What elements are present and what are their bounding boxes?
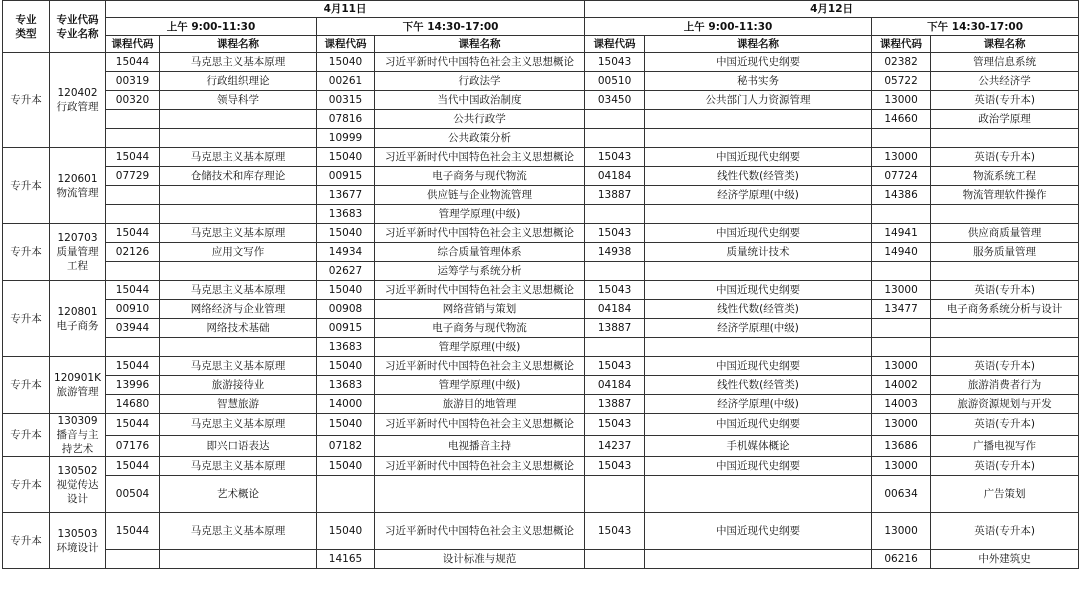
day1-pm-code-cell: 00915 [317, 319, 375, 338]
day1-pm-code-cell: 13683 [317, 205, 375, 224]
day1-pm-code-cell: 14934 [317, 243, 375, 262]
day1-pm-name-cell: 习近平新时代中国特色社会主义思想概论 [375, 53, 585, 72]
day2-header: 4月12日 [585, 1, 1079, 18]
day1-pm-name-cell: 供应链与企业物流管理 [375, 186, 585, 205]
table-row [3, 110, 1079, 129]
day1-am-name-cell [160, 110, 317, 129]
table-row [3, 243, 1079, 262]
day1-pm-code-cell: 00915 [317, 167, 375, 186]
day1-am-code-cell [106, 186, 160, 205]
table-row [3, 186, 1079, 205]
major-type-cell: 专升本 [3, 513, 50, 569]
table-row [3, 262, 1079, 281]
day1-am-name-cell: 网络经济与企业管理 [160, 300, 317, 319]
major-code-name-cell: 120601 物流管理 [50, 148, 106, 224]
day1-header: 4月11日 [106, 1, 585, 18]
day2-am-name-cell: 线性代数(经管类) [645, 376, 872, 395]
day2-pm-code-cell: 14941 [872, 224, 931, 243]
day1-pm-code-cell: 15040 [317, 457, 375, 476]
day1-am-name-cell [160, 186, 317, 205]
day1-pm-code-cell: 13683 [317, 338, 375, 357]
major-code-name-cell: 130502 视觉传达 设计 [50, 457, 106, 513]
day2-am-name-cell: 质量统计技术 [645, 243, 872, 262]
day2-pm-name-cell: 中外建筑史 [931, 550, 1079, 569]
day1-pm-name-cell: 网络营销与策划 [375, 300, 585, 319]
day1-pm-code-cell: 15040 [317, 224, 375, 243]
day1-pm-name-cell [375, 476, 585, 513]
day2-am-name-cell: 线性代数(经管类) [645, 167, 872, 186]
table-row [3, 72, 1079, 91]
day1-pm-header: 下午 14:30-17:00 [317, 18, 585, 36]
day2-am-code-cell: 14938 [585, 243, 645, 262]
day2-pm-name-cell: 物流系统工程 [931, 167, 1079, 186]
day1-am-name-cell [160, 550, 317, 569]
day2-pm-name-cell: 服务质量管理 [931, 243, 1079, 262]
day2-pm-name-cell: 物流管理软件操作 [931, 186, 1079, 205]
day2-am-name-cell: 经济学原理(中级) [645, 319, 872, 338]
day2-am-code-cell [585, 338, 645, 357]
day2-am-name-cell: 秘书实务 [645, 72, 872, 91]
day2-am-name-cell [645, 262, 872, 281]
day2-pm-code-cell: 13477 [872, 300, 931, 319]
day2-pm-code-cell: 13000 [872, 281, 931, 300]
day1-pm-name-cell: 习近平新时代中国特色社会主义思想概论 [375, 414, 585, 436]
day1-pm-name-cell: 电视播音主持 [375, 435, 585, 457]
day2-pm-code-cell: 13000 [872, 148, 931, 167]
day2-pm-name-cell: 英语(专升本) [931, 357, 1079, 376]
day2-pm-name-cell [931, 338, 1079, 357]
day1-pm-name-cell: 习近平新时代中国特色社会主义思想概论 [375, 457, 585, 476]
day1-pm-name-cell: 当代中国政治制度 [375, 91, 585, 110]
day1-pm-name-cell: 习近平新时代中国特色社会主义思想概论 [375, 148, 585, 167]
table-row [3, 376, 1079, 395]
major-code-name-header: 专业代码 专业名称 [50, 1, 106, 53]
day1-am-name-cell: 马克思主义基本原理 [160, 513, 317, 550]
day2-pm-code-cell: 13000 [872, 357, 931, 376]
day1-pm-name-cell: 习近平新时代中国特色社会主义思想概论 [375, 281, 585, 300]
day1-pm-name-cell: 综合质量管理体系 [375, 243, 585, 262]
day1-pm-code-cell: 15040 [317, 513, 375, 550]
day2-am-name-cell [645, 110, 872, 129]
day1-pm-name-cell: 电子商务与现代物流 [375, 319, 585, 338]
day2-am-name-cell [645, 338, 872, 357]
day1-am-code-cell: 00320 [106, 91, 160, 110]
day1-am-code-cell: 15044 [106, 457, 160, 476]
major-type-cell: 专升本 [3, 148, 50, 224]
day1-am-code-cell [106, 262, 160, 281]
day1-pm-code-cell: 10999 [317, 129, 375, 148]
table-row [3, 550, 1079, 569]
table-row [3, 281, 1079, 300]
day1-pm-name-cell: 电子商务与现代物流 [375, 167, 585, 186]
day1-am-name-cell [160, 129, 317, 148]
day1-pm-name-cell: 行政法学 [375, 72, 585, 91]
course-code-header: 课程代码 [872, 36, 931, 53]
day2-am-name-cell [645, 476, 872, 513]
day1-am-name-cell: 网络技术基础 [160, 319, 317, 338]
day1-pm-name-cell: 公共行政学 [375, 110, 585, 129]
major-type-cell: 专升本 [3, 224, 50, 281]
day2-pm-name-cell: 英语(专升本) [931, 281, 1079, 300]
day2-am-code-cell [585, 262, 645, 281]
major-code-name-cell: 120801 电子商务 [50, 281, 106, 357]
day1-pm-code-cell: 15040 [317, 53, 375, 72]
day2-pm-code-cell: 07724 [872, 167, 931, 186]
day1-am-name-cell: 旅游接待业 [160, 376, 317, 395]
day1-pm-code-cell: 14000 [317, 395, 375, 414]
day2-pm-name-cell: 旅游资源规划与开发 [931, 395, 1079, 414]
day1-am-name-cell: 马克思主义基本原理 [160, 414, 317, 436]
course-name-header: 课程名称 [375, 36, 585, 53]
day2-pm-code-cell [872, 338, 931, 357]
day2-am-name-cell: 中国近现代史纲要 [645, 457, 872, 476]
day2-am-name-cell: 手机媒体概论 [645, 435, 872, 457]
day1-am-code-cell: 00504 [106, 476, 160, 513]
day2-pm-name-cell: 广播电视写作 [931, 435, 1079, 457]
course-code-header: 课程代码 [106, 36, 160, 53]
day2-pm-name-cell: 英语(专升本) [931, 414, 1079, 436]
table-row [3, 414, 1079, 436]
day1-am-name-cell: 马克思主义基本原理 [160, 457, 317, 476]
day2-am-code-cell: 13887 [585, 395, 645, 414]
day1-am-code-cell [106, 550, 160, 569]
day2-am-code-cell: 15043 [585, 281, 645, 300]
table-row [3, 224, 1079, 243]
day1-pm-code-cell: 13683 [317, 376, 375, 395]
day2-am-code-cell [585, 476, 645, 513]
day1-am-code-cell: 15044 [106, 357, 160, 376]
day1-am-name-cell: 行政组织理论 [160, 72, 317, 91]
table-row [3, 300, 1079, 319]
course-code-header: 课程代码 [317, 36, 375, 53]
day2-pm-name-cell: 电子商务系统分析与设计 [931, 300, 1079, 319]
day2-am-name-cell: 中国近现代史纲要 [645, 357, 872, 376]
major-code-name-cell: 130503 环境设计 [50, 513, 106, 569]
day2-pm-code-cell: 13686 [872, 435, 931, 457]
day2-am-code-cell: 04184 [585, 300, 645, 319]
day1-am-code-cell: 14680 [106, 395, 160, 414]
day1-am-name-cell: 即兴口语表达 [160, 435, 317, 457]
day2-pm-code-cell: 14386 [872, 186, 931, 205]
day2-pm-name-cell [931, 262, 1079, 281]
day1-pm-code-cell: 00261 [317, 72, 375, 91]
day1-am-code-cell: 00910 [106, 300, 160, 319]
table-row [3, 148, 1079, 167]
day2-am-code-cell: 13887 [585, 319, 645, 338]
day2-pm-code-cell: 13000 [872, 414, 931, 436]
day1-pm-name-cell: 管理学原理(中级) [375, 338, 585, 357]
table-row [3, 129, 1079, 148]
day1-pm-name-cell: 设计标准与规范 [375, 550, 585, 569]
day1-am-code-cell: 15044 [106, 281, 160, 300]
day1-am-code-cell: 15044 [106, 224, 160, 243]
day2-pm-name-cell: 公共经济学 [931, 72, 1079, 91]
day1-am-header: 上午 9:00-11:30 [106, 18, 317, 36]
day1-pm-name-cell: 习近平新时代中国特色社会主义思想概论 [375, 513, 585, 550]
table-row [3, 53, 1079, 72]
day2-pm-code-cell: 14003 [872, 395, 931, 414]
day2-am-code-cell: 03450 [585, 91, 645, 110]
table-row [3, 476, 1079, 513]
day2-pm-name-cell: 管理信息系统 [931, 53, 1079, 72]
day1-am-code-cell [106, 205, 160, 224]
day2-pm-name-cell: 英语(专升本) [931, 513, 1079, 550]
table-row [3, 435, 1079, 457]
day1-am-code-cell [106, 110, 160, 129]
day1-pm-name-cell: 习近平新时代中国特色社会主义思想概论 [375, 357, 585, 376]
day2-am-name-cell [645, 129, 872, 148]
day2-pm-code-cell [872, 262, 931, 281]
day1-pm-name-cell: 旅游目的地管理 [375, 395, 585, 414]
day1-pm-code-cell: 13677 [317, 186, 375, 205]
day1-pm-code-cell: 07182 [317, 435, 375, 457]
day2-am-code-cell: 15043 [585, 414, 645, 436]
day1-am-code-cell: 07176 [106, 435, 160, 457]
major-type-cell: 专升本 [3, 414, 50, 457]
day1-am-code-cell: 15044 [106, 53, 160, 72]
major-type-header: 专业 类型 [3, 1, 50, 53]
day2-pm-code-cell: 06216 [872, 550, 931, 569]
day2-pm-header: 下午 14:30-17:00 [872, 18, 1079, 36]
major-code-name-cell: 120703 质量管理 工程 [50, 224, 106, 281]
day1-pm-name-cell: 习近平新时代中国特色社会主义思想概论 [375, 224, 585, 243]
day2-am-name-cell: 中国近现代史纲要 [645, 414, 872, 436]
day1-pm-code-cell: 07816 [317, 110, 375, 129]
table-body [3, 53, 1079, 569]
table-row [3, 91, 1079, 110]
day2-am-name-cell: 经济学原理(中级) [645, 186, 872, 205]
day2-pm-code-cell [872, 205, 931, 224]
day2-am-code-cell [585, 550, 645, 569]
day2-am-code-cell: 15043 [585, 53, 645, 72]
day1-pm-code-cell: 15040 [317, 148, 375, 167]
table-row [3, 167, 1079, 186]
day2-pm-name-cell: 英语(专升本) [931, 148, 1079, 167]
day1-am-code-cell [106, 338, 160, 357]
table-row [3, 357, 1079, 376]
course-name-header: 课程名称 [160, 36, 317, 53]
course-name-header: 课程名称 [931, 36, 1079, 53]
major-type-cell: 专升本 [3, 281, 50, 357]
major-type-cell: 专升本 [3, 457, 50, 513]
course-name-header: 课程名称 [645, 36, 872, 53]
table-row [3, 513, 1079, 550]
day2-am-name-cell [645, 205, 872, 224]
day1-pm-name-cell: 管理学原理(中级) [375, 376, 585, 395]
day2-am-name-cell: 中国近现代史纲要 [645, 53, 872, 72]
day2-pm-name-cell [931, 319, 1079, 338]
day2-am-name-cell: 中国近现代史纲要 [645, 224, 872, 243]
day1-am-name-cell: 马克思主义基本原理 [160, 224, 317, 243]
day1-pm-name-cell: 运筹学与系统分析 [375, 262, 585, 281]
day2-pm-code-cell: 13000 [872, 513, 931, 550]
day2-am-name-cell: 公共部门人力资源管理 [645, 91, 872, 110]
day2-am-code-cell [585, 129, 645, 148]
major-type-cell: 专升本 [3, 357, 50, 414]
day1-pm-code-cell: 15040 [317, 281, 375, 300]
day1-pm-code-cell: 02627 [317, 262, 375, 281]
schedule-wrapper [2, 0, 1079, 569]
day2-pm-name-cell: 旅游消费者行为 [931, 376, 1079, 395]
day2-am-code-cell: 15043 [585, 457, 645, 476]
table-row [3, 395, 1079, 414]
day2-pm-code-cell: 13000 [872, 457, 931, 476]
day2-pm-code-cell [872, 319, 931, 338]
day1-am-name-cell [160, 205, 317, 224]
day2-am-name-cell: 线性代数(经管类) [645, 300, 872, 319]
day2-am-code-cell: 04184 [585, 376, 645, 395]
day1-am-name-cell: 马克思主义基本原理 [160, 148, 317, 167]
day1-am-name-cell: 领导科学 [160, 91, 317, 110]
day1-am-name-cell: 仓储技术和库存理论 [160, 167, 317, 186]
day2-am-name-cell: 中国近现代史纲要 [645, 281, 872, 300]
day1-am-code-cell: 15044 [106, 414, 160, 436]
exam-schedule-table [2, 0, 1079, 569]
day1-am-name-cell [160, 338, 317, 357]
day2-pm-code-cell: 05722 [872, 72, 931, 91]
day1-am-code-cell: 13996 [106, 376, 160, 395]
major-code-name-cell: 120402 行政管理 [50, 53, 106, 148]
course-code-header: 课程代码 [585, 36, 645, 53]
major-code-name-cell: 130309 播音与主 持艺术 [50, 414, 106, 457]
day1-pm-code-cell [317, 476, 375, 513]
day2-am-code-cell [585, 205, 645, 224]
day2-am-code-cell: 15043 [585, 148, 645, 167]
table-row [3, 338, 1079, 357]
day2-pm-name-cell: 政治学原理 [931, 110, 1079, 129]
day2-am-code-cell: 14237 [585, 435, 645, 457]
day2-pm-code-cell: 13000 [872, 91, 931, 110]
day2-am-code-cell: 15043 [585, 513, 645, 550]
day2-am-header: 上午 9:00-11:30 [585, 18, 872, 36]
day1-am-name-cell: 马克思主义基本原理 [160, 53, 317, 72]
table-row [3, 457, 1079, 476]
day2-pm-name-cell: 英语(专升本) [931, 91, 1079, 110]
day1-am-code-cell: 02126 [106, 243, 160, 262]
day2-pm-code-cell: 00634 [872, 476, 931, 513]
day1-pm-name-cell: 管理学原理(中级) [375, 205, 585, 224]
major-type-cell: 专升本 [3, 53, 50, 148]
table-row [3, 319, 1079, 338]
day1-am-name-cell [160, 262, 317, 281]
day2-am-code-cell: 13887 [585, 186, 645, 205]
day2-pm-name-cell: 供应商质量管理 [931, 224, 1079, 243]
day2-am-code-cell [585, 110, 645, 129]
day1-am-code-cell: 07729 [106, 167, 160, 186]
day1-pm-code-cell: 00908 [317, 300, 375, 319]
day2-am-name-cell: 中国近现代史纲要 [645, 148, 872, 167]
day1-am-name-cell: 艺术概论 [160, 476, 317, 513]
day2-pm-name-cell [931, 205, 1079, 224]
day1-am-name-cell: 应用文写作 [160, 243, 317, 262]
day2-am-code-cell: 15043 [585, 224, 645, 243]
day2-pm-code-cell: 14002 [872, 376, 931, 395]
day2-am-code-cell: 00510 [585, 72, 645, 91]
day1-am-code-cell: 15044 [106, 148, 160, 167]
day1-am-name-cell: 马克思主义基本原理 [160, 357, 317, 376]
day1-pm-code-cell: 15040 [317, 414, 375, 436]
day1-pm-code-cell: 00315 [317, 91, 375, 110]
day2-am-code-cell: 04184 [585, 167, 645, 186]
day2-pm-code-cell: 14660 [872, 110, 931, 129]
table-header [3, 1, 1079, 53]
day2-pm-code-cell [872, 129, 931, 148]
day2-am-name-cell: 中国近现代史纲要 [645, 513, 872, 550]
day2-pm-name-cell [931, 129, 1079, 148]
day1-am-code-cell: 00319 [106, 72, 160, 91]
day1-am-code-cell: 15044 [106, 513, 160, 550]
day1-am-name-cell: 马克思主义基本原理 [160, 281, 317, 300]
day2-am-code-cell: 15043 [585, 357, 645, 376]
day1-pm-name-cell: 公共政策分析 [375, 129, 585, 148]
day1-am-code-cell: 03944 [106, 319, 160, 338]
major-code-name-cell: 120901K 旅游管理 [50, 357, 106, 414]
day1-am-code-cell [106, 129, 160, 148]
day2-pm-code-cell: 02382 [872, 53, 931, 72]
day1-pm-code-cell: 14165 [317, 550, 375, 569]
day2-pm-code-cell: 14940 [872, 243, 931, 262]
table-row [3, 205, 1079, 224]
day2-am-name-cell [645, 550, 872, 569]
day2-pm-name-cell: 广告策划 [931, 476, 1079, 513]
day2-pm-name-cell: 英语(专升本) [931, 457, 1079, 476]
day2-am-name-cell: 经济学原理(中级) [645, 395, 872, 414]
day1-am-name-cell: 智慧旅游 [160, 395, 317, 414]
day1-pm-code-cell: 15040 [317, 357, 375, 376]
